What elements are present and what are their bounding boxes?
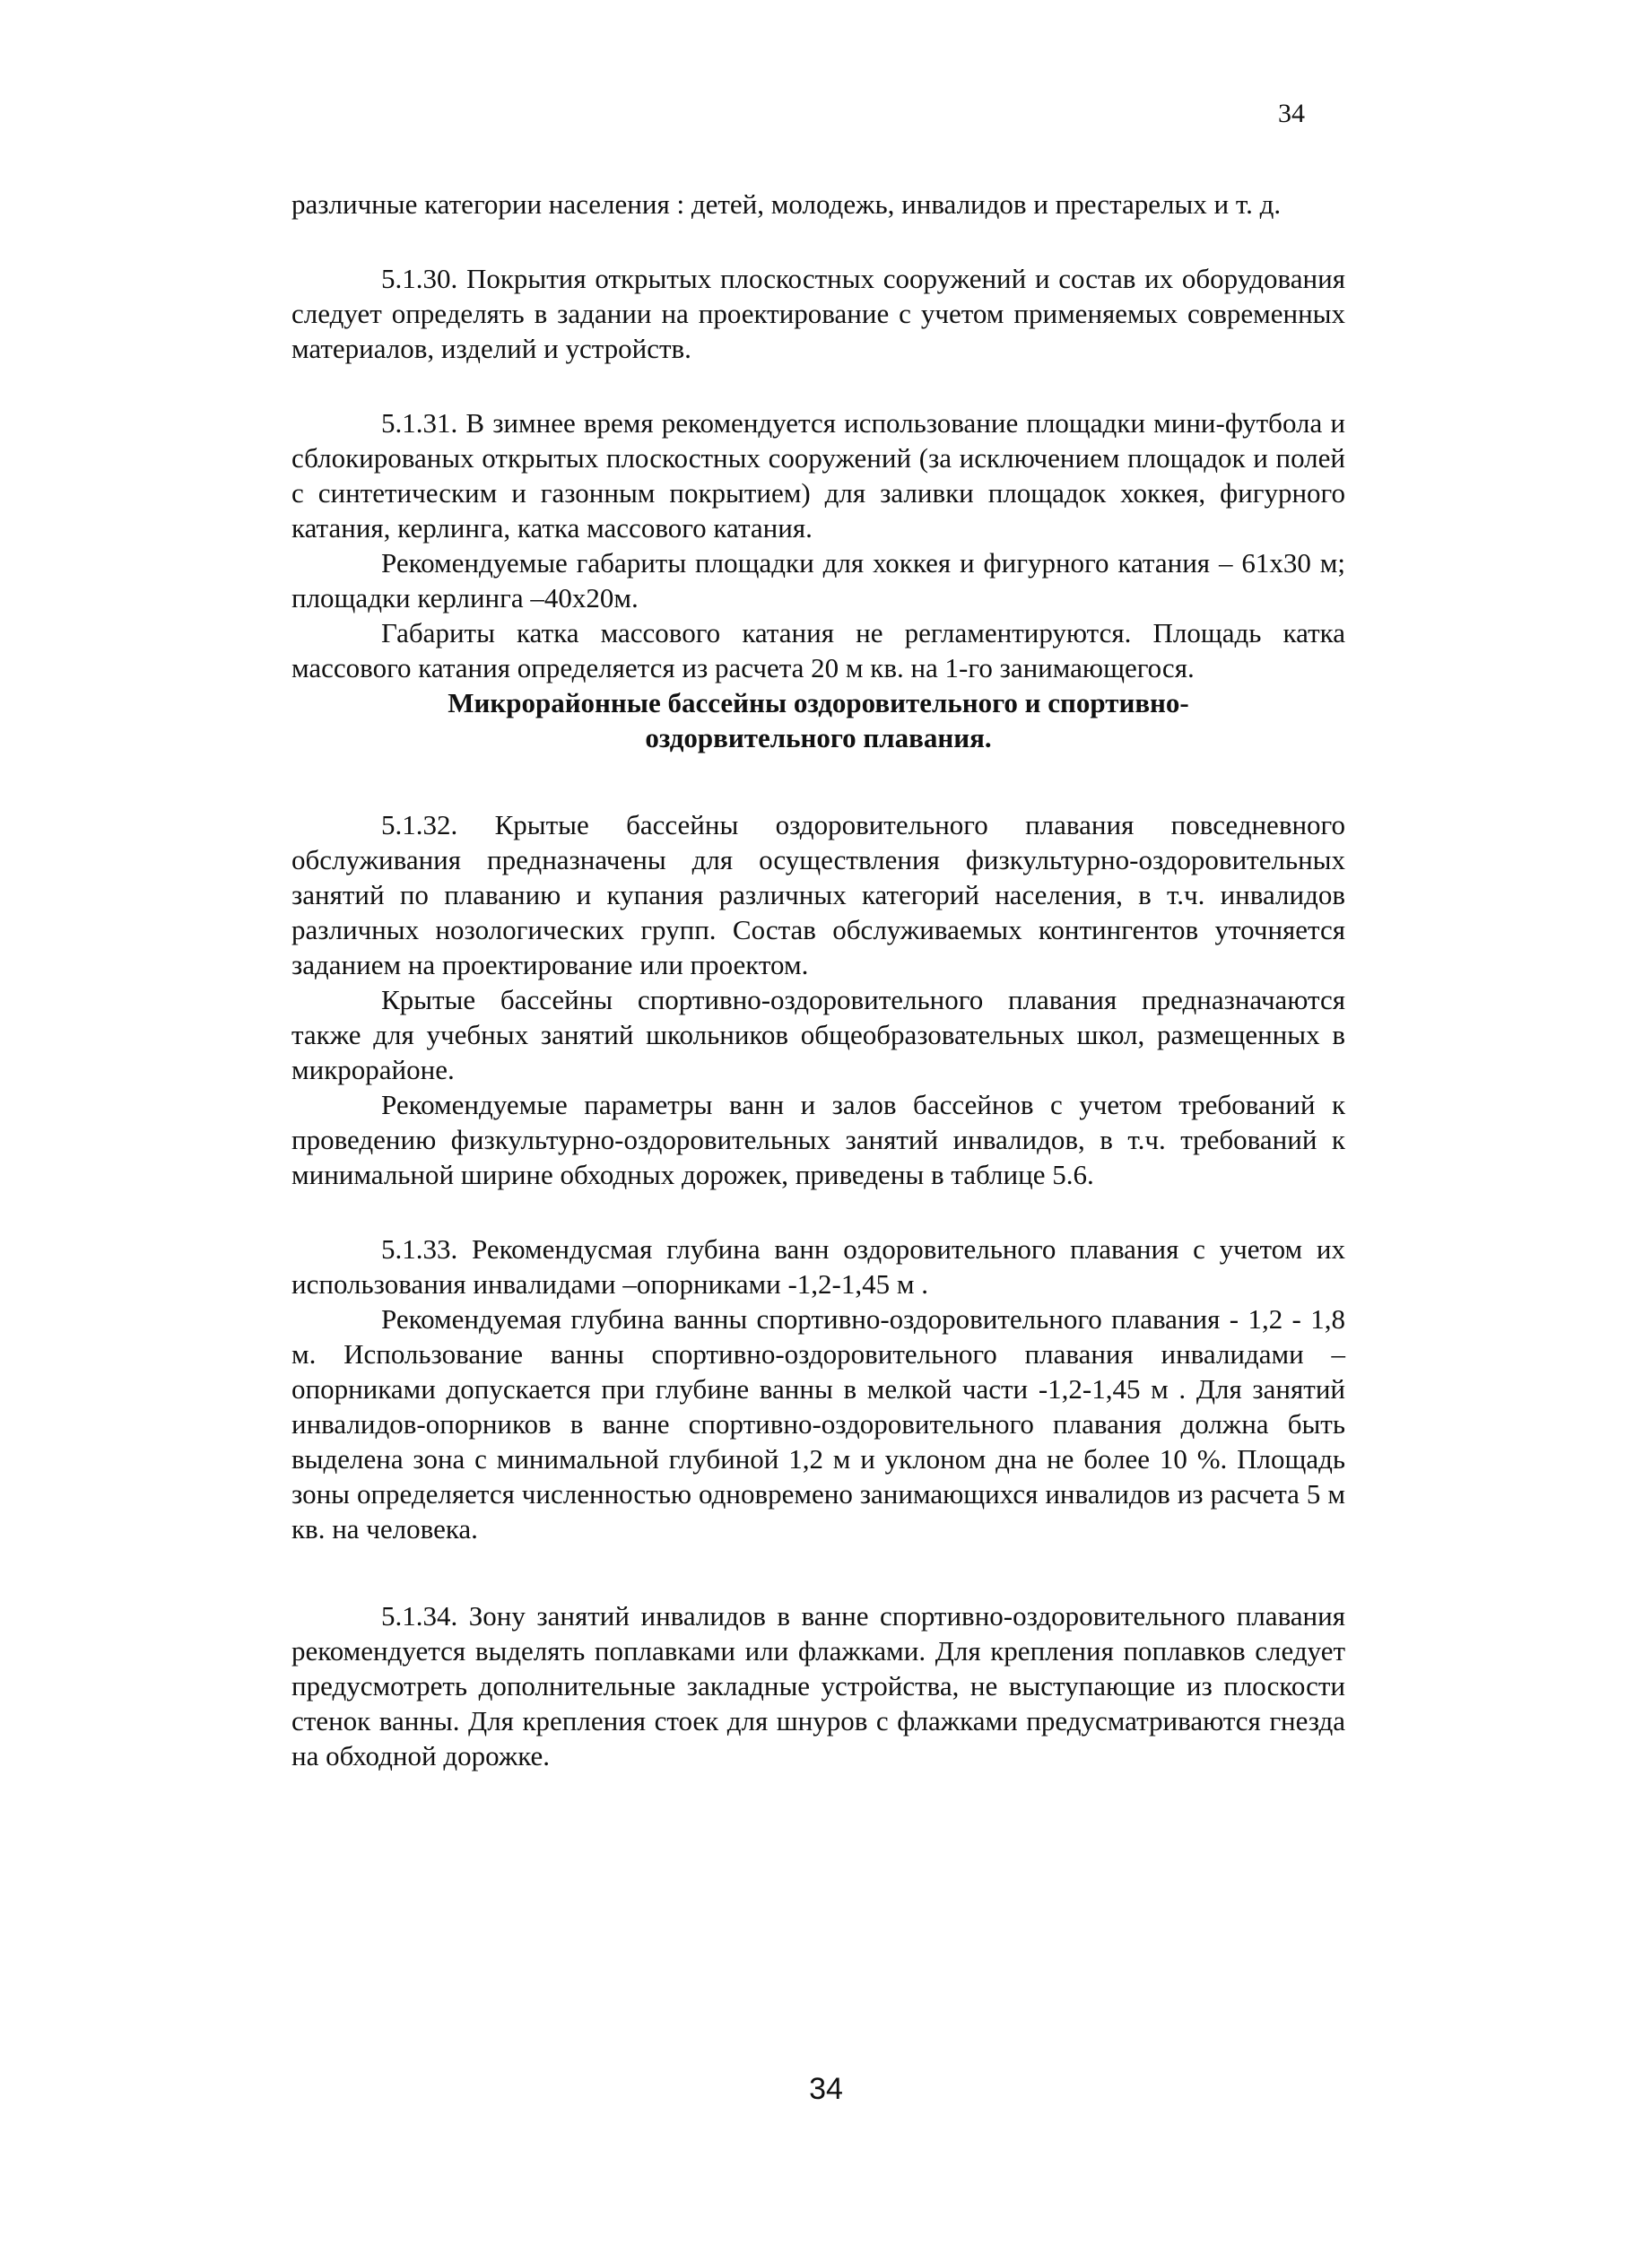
paragraph-rink-dimensions: Рекомендуемые габариты площадки для хоккея и фигурного катания – 61х30 м; площадки керлинга –40х20м.: [291, 547, 1345, 614]
paragraph-5-1-31: 5.1.31. В зимнее время рекомендуется использование площадки мини-футбола и сблокированых открытых плоскостных сооружений (за исключением площадок и полей с синтетическим и газонным покрытием) для заливки площадок хоккея, фигурного катания, керлинга, катка массового катания.: [291, 407, 1345, 544]
section-heading: Микрорайонные бассейны оздоровительного и спортивно-оздорвительного плавания.: [448, 687, 1189, 753]
page-number-top: 34: [1278, 99, 1305, 128]
paragraph-pool-depth: Рекомендуемая глубина ванны спортивно-оздоровительного плавания - 1,2 - 1,8 м. Использование ванны спортивно-оздоровительного плавания инвалидами –опорниками допускается при глубине ванны в мелкой части -1,2-1,45 м . Для занятий инвалидов-опорников в ванне спортивно-оздоровительного плавания должна быть выделена зона с минимальной глубиной 1,2 м и уклоном дна не более 10 %. Площадь зоны определяется численностью одновремено занимающихся инвалидов из расчета 5 м кв. на человека.: [291, 1303, 1345, 1545]
paragraph-mass-skating-rink: Габариты катка массового катания не регламентируются. Площадь катка массового катания определяется из расчета 20 м кв. на 1-го занимающегося.: [291, 617, 1345, 683]
paragraph-5-1-33: 5.1.33. Рекомендусмая глубина ванн оздоровительного плавания с учетом их использования инвалидами –опорниками -1,2-1,45 м .: [291, 1233, 1345, 1300]
page-number-bottom: 34: [809, 2072, 843, 2106]
paragraph-continuation: различные категории населения : детей, молодежь, инвалидов и престарелых и т. д.: [291, 188, 1282, 220]
paragraph-5-1-34: 5.1.34. Зону занятий инвалидов в ванне спортивно-оздоровительного плавания рекомендуется выделять поплавками или флажками. Для крепления поплавков следует предусмотреть дополнительные закладные устройства, не выступающие из плоскости стенок ванны. Для крепления стоек для шнуров с флажками предусматриваются гнезда на обходной дорожке.: [291, 1600, 1345, 1771]
paragraph-5-1-30: 5.1.30. Покрытия открытых плоскостных сооружений и состав их оборудования следует определять в задании на проектирование с учетом применяемых современных материалов, изделий и устройств.: [291, 263, 1345, 364]
page-body: [291, 187, 1345, 1773]
paragraph-5-1-32: 5.1.32. Крытые бассейны оздоровительного плавания повседневного обслуживания предназначены для осуществления физкультурно-оздоровительных занятий по плаванию и купания различных категорий населения, в т.ч. инвалидов различных нозологических групп. Состав обслуживаемых контингентов уточняется заданием на проектирование или проектом.: [291, 809, 1345, 980]
paragraph-sports-pools: Крытые бассейны спортивно-оздоровительного плавания предназначаются также для учебных занятий школьников общеобразовательных школ, размещенных в микрорайоне.: [291, 984, 1345, 1085]
paragraph-pool-parameters: Рекомендуемые параметры ванн и залов бассейнов с учетом требований к проведению физкультурно-оздоровительных занятий инвалидов, в т.ч. требований к минимальной ширине обходных дорожек, приведены в таблице 5.6.: [291, 1089, 1345, 1190]
